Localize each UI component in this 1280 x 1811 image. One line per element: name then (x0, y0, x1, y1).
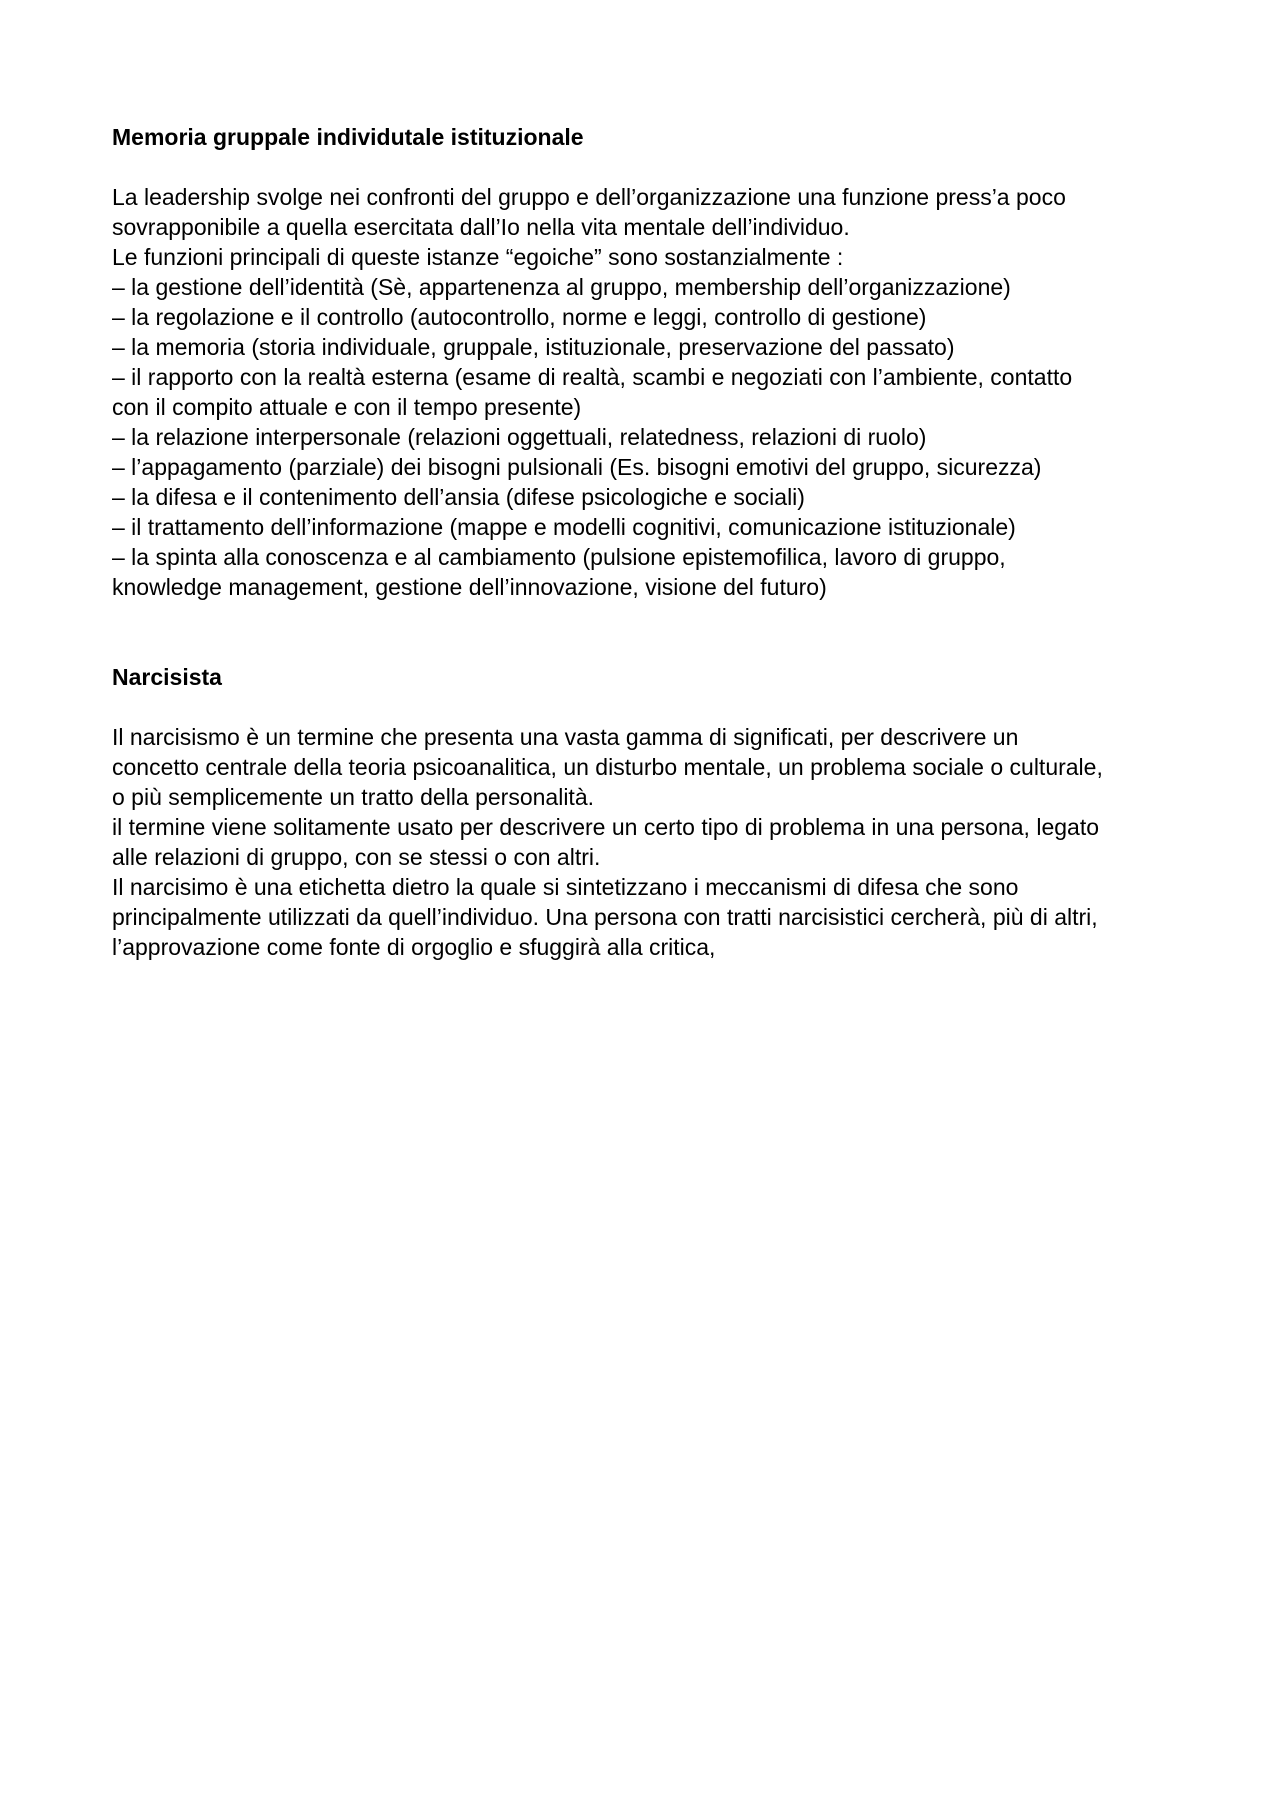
text-line: o più semplicemente un tratto della personalità. (112, 784, 595, 810)
document-page (112, 122, 1232, 962)
list-item: – la difesa e il contenimento dell’ansia (difese psicologiche e sociali) (112, 484, 805, 510)
list-item: – il rapporto con la realtà esterna (esame di realtà, scambi e negoziati con l’ambiente, contatto (112, 364, 1073, 390)
text-line: concetto centrale della teoria psicoanalitica, un disturbo mentale, un problema sociale o culturale, (112, 754, 1103, 780)
list-item: – l’appagamento (parziale) dei bisogni pulsionali (Es. bisogni emotivi del gruppo, sicurezza) (112, 454, 1042, 480)
text-line: l’approvazione come fonte di orgoglio e sfuggirà alla critica, (112, 934, 716, 960)
section-body-memoria (112, 182, 1232, 602)
text-line: sovrapponibile a quella esercitata dall’Io nella vita mentale dell’individuo. (112, 214, 850, 240)
list-item: – la relazione interpersonale (relazioni oggettuali, relatedness, relazioni di ruolo) (112, 424, 927, 450)
list-item: – la spinta alla conoscenza e al cambiamento (pulsione epistemofilica, lavoro di gruppo, (112, 544, 1006, 570)
list-item-continuation: con il compito attuale e con il tempo presente) (112, 394, 582, 420)
text-line: principalmente utilizzati da quell’individuo. Una persona con tratti narcisistici cercherà, più di altri, (112, 904, 1098, 930)
text-line: Le funzioni principali di queste istanze “egoiche” sono sostanzialmente : (112, 244, 844, 270)
list-item: – la gestione dell’identità (Sè, appartenenza al gruppo, membership dell’organizzazione) (112, 274, 1011, 300)
section-body-narcisista (112, 722, 1232, 962)
text-line: il termine viene solitamente usato per descrivere un certo tipo di problema in una persona, legato (112, 814, 1100, 840)
list-item: – la regolazione e il controllo (autocontrollo, norme e leggi, controllo di gestione) (112, 304, 927, 330)
text-line: La leadership svolge nei confronti del gruppo e dell’organizzazione una funzione press’a poco (112, 184, 1066, 210)
text-line: Il narcisismo è un termine che presenta una vasta gamma di significati, per descrivere un (112, 724, 1019, 750)
section-heading-memoria: Memoria gruppale individutale istituzionale (112, 124, 584, 150)
section-heading-narcisista: Narcisista (112, 664, 222, 690)
list-item-continuation: knowledge management, gestione dell’innovazione, visione del futuro) (112, 574, 827, 600)
text-line: alle relazioni di gruppo, con se stessi o con altri. (112, 844, 601, 870)
list-item: – la memoria (storia individuale, gruppale, istituzionale, preservazione del passato) (112, 334, 955, 360)
list-item: – il trattamento dell’informazione (mappe e modelli cognitivi, comunicazione istituzionale) (112, 514, 1016, 540)
text-line: Il narcisimo è una etichetta dietro la quale si sintetizzano i meccanismi di difesa che sono (112, 874, 1019, 900)
